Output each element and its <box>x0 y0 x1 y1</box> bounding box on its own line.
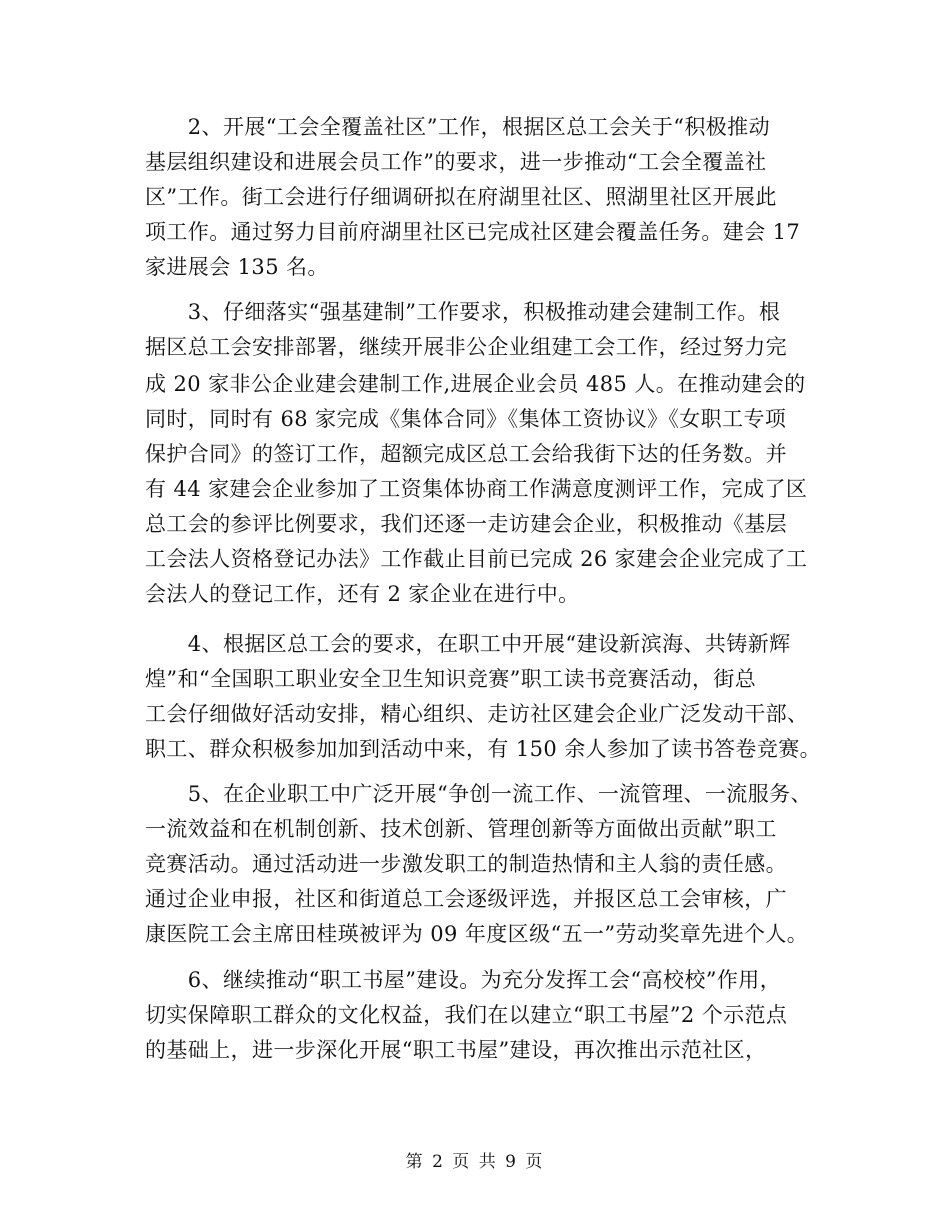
text-line: 总工会的参评比例要求，我们还逐一走访建会企业，积极推动《基层 <box>145 512 787 536</box>
text-line: 煌”和“全国职工职业安全卫生知识竞赛”职工读书竞赛活动，街总 <box>145 667 757 691</box>
text-line: 区”工作。街工会进行仔细调研拟在府湖里社区、照湖里社区开展此 <box>145 185 777 209</box>
text-line: 一流效益和在机制创新、技术创新、管理创新等方面做出贡献”职工 <box>145 817 777 841</box>
text-line: 项工作。通过努力目前府湖里社区已完成社区建会覆盖任务。建会 17 <box>145 220 801 244</box>
text-line: 3、仔细落实“强基建制”工作要求，积极推动建会建制工作。根 <box>145 300 781 324</box>
text-line: 基层组织建设和进展会员工作”的要求，进一步推动“工会全覆盖社 <box>145 150 767 174</box>
text-line: 6、继续推动“职工书屋”建设。为充分发挥工会“高校校”作用， <box>145 968 782 992</box>
text-line: 工会法人资格登记办法》工作截止目前已完成 26 家建会企业完成了工 <box>145 547 808 571</box>
page-number-footer: 第 2 页 共 9 页 <box>405 1152 545 1172</box>
text-line: 家进展会 135 名。 <box>145 255 329 279</box>
text-line: 成 20 家非公企业建会建制工作,进展企业会员 485 人。在推动建会的 <box>145 372 806 396</box>
text-line: 通过企业申报，社区和街道总工会逐级评选，并报区总工会审核，广 <box>145 887 787 911</box>
text-line: 会法人的登记工作，还有 2 家企业在进行中。 <box>145 582 580 606</box>
text-line: 切实保障职工群众的文化权益，我们在以建立“职工书屋”2 个示范点 <box>145 1003 788 1027</box>
text-line: 据区总工会安排部署，继续开展非公企业组建工会工作，经过努力完 <box>145 335 787 359</box>
text-line: 康医院工会主席田桂瑛被评为 09 年度区级“五一”劳动奖章先进个人。 <box>145 922 809 946</box>
text-line: 4、根据区总工会的要求，在职工中开展“建设新滨海、共铸新辉 <box>145 632 791 656</box>
text-line: 职工、群众积极参加加到活动中来，有 150 余人参加了读书答卷竞赛。 <box>145 737 822 761</box>
text-line: 保护合同》的签订工作，超额完成区总工会给我街下达的任务数。并 <box>145 442 787 466</box>
text-line: 2、开展“工会全覆盖社区”工作，根据区总工会关于“积极推动 <box>145 115 770 139</box>
text-line: 5、在企业职工中广泛开展“争创一流工作、一流管理、一流服务、 <box>145 782 812 806</box>
text-line: 同时，同时有 68 家完成《集体合同》《集体工资协议》《女职工专项 <box>145 407 787 431</box>
text-line: 有 44 家建会企业参加了工资集体协商工作满意度测评工作，完成了区 <box>145 477 808 501</box>
text-line: 的基础上，进一步深化开展“职工书屋”建设，再次推出示范社区， <box>145 1038 767 1062</box>
text-line: 竞赛活动。通过活动进一步激发职工的制造热情和主人翁的责任感。 <box>145 852 787 876</box>
text-line: 工会仔细做好活动安排，精心组织、走访社区建会企业广泛发动干部、 <box>145 702 809 726</box>
